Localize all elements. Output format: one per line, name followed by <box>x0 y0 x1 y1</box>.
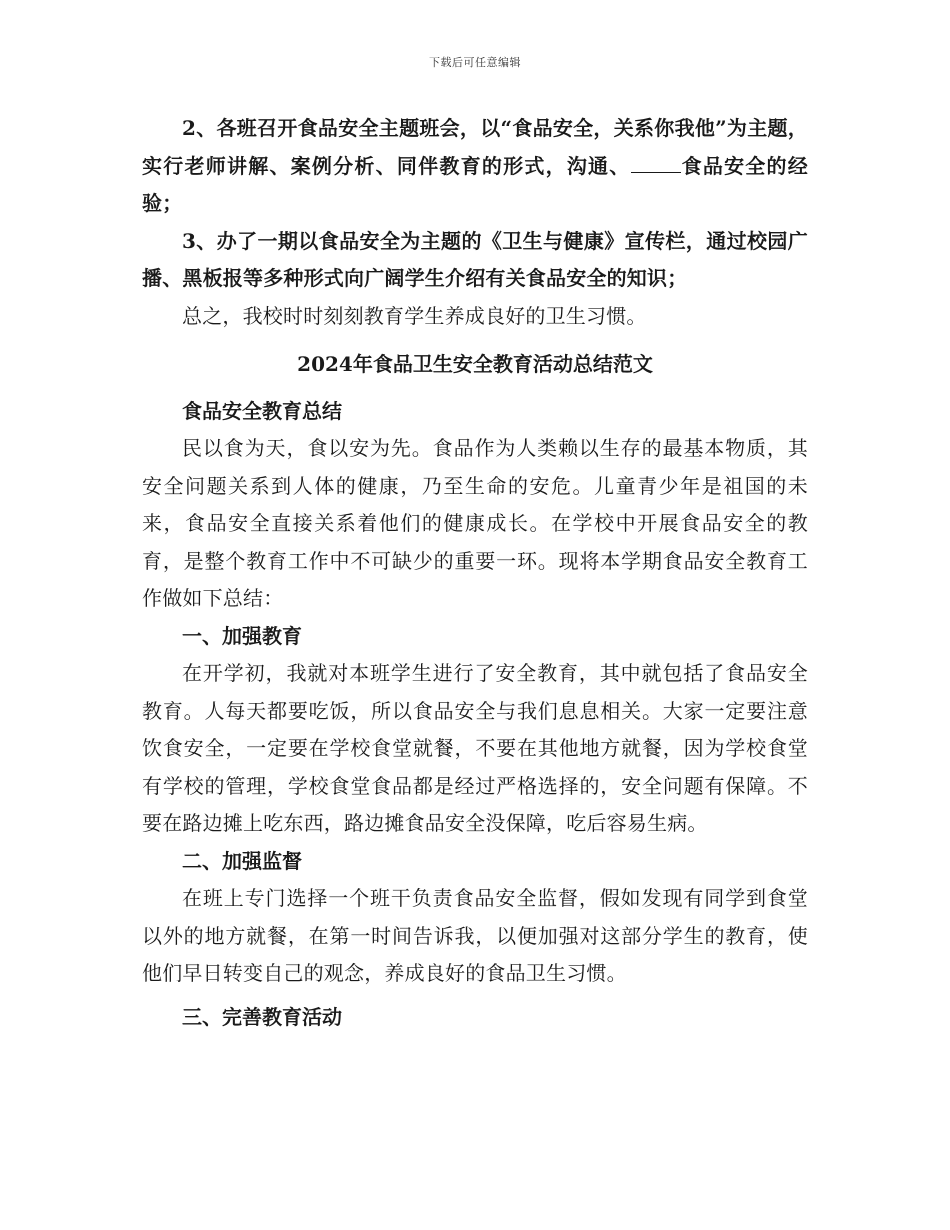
list-item-3: 3、办了一期以食品安全为主题的《卫生与健康》宣传栏，通过校园广播、黑板报等多种形式向广阔学生介绍有关食品安全的知识； <box>142 228 808 290</box>
section-heading-1: 一、加强教育 <box>182 623 302 648</box>
page-header: 下载后可任意编辑 <box>429 56 521 69</box>
section-body-1: 在开学初，我就对本班学生进行了安全教育，其中就包括了食品安全教育。人每天都要吃饭，所以食品安全与我们息息相关。大家一定要注意饮食安全，一定要在学校食堂就餐，不要在其他地方就餐，因为学校食堂有学校的管理，学校食堂食品都是经过严格选择的，安全问题有保障。不要在路边摊上吃东西，路边摊食品安全没保障，吃后容易生病。 <box>142 661 808 835</box>
fill-in-blank <box>631 154 681 173</box>
list-item-2-text-a: 2、各班召开食品安全主题班会，以“食品安全，关系你我他”为主题，实行老师讲解、案例分析、同伴教育的形式，沟通、 <box>142 116 808 178</box>
subtitle: 食品安全教育总结 <box>182 398 342 423</box>
section-body-2: 在班上专门选择一个班干负责食品安全监督，假如发现有同学到食堂以外的地方就餐，在第一时间告诉我，以便加强对这部分学生的教育，使他们早日转变自己的观念，养成良好的食品卫生习惯。 <box>142 886 808 985</box>
section-heading-3: 三、完善教育活动 <box>182 1004 342 1029</box>
section-heading-2: 二、加强监督 <box>182 848 302 873</box>
intro-paragraph: 民以食为天，食以安为先。食品作为人类赖以生存的最基本物质，其安全问题关系到人体的健康，乃至生命的安危。儿童青少年是祖国的未来，食品安全直接关系着他们的健康成长。在学校中开展食品安全的教育，是整个教育工作中不可缺少的重要一环。现将本学期食品安全教育工作做如下总结： <box>142 436 808 610</box>
document-title: 2024年食品卫生安全教育活动总结范文 <box>297 352 653 376</box>
summary-paragraph: 总之，我校时时刻刻教育学生养成良好的卫生习惯。 <box>182 303 647 328</box>
list-item-2 <box>142 110 808 223</box>
list-item-2-text-b: 食品安全的经验； <box>142 153 808 215</box>
document-body <box>142 110 808 1036</box>
